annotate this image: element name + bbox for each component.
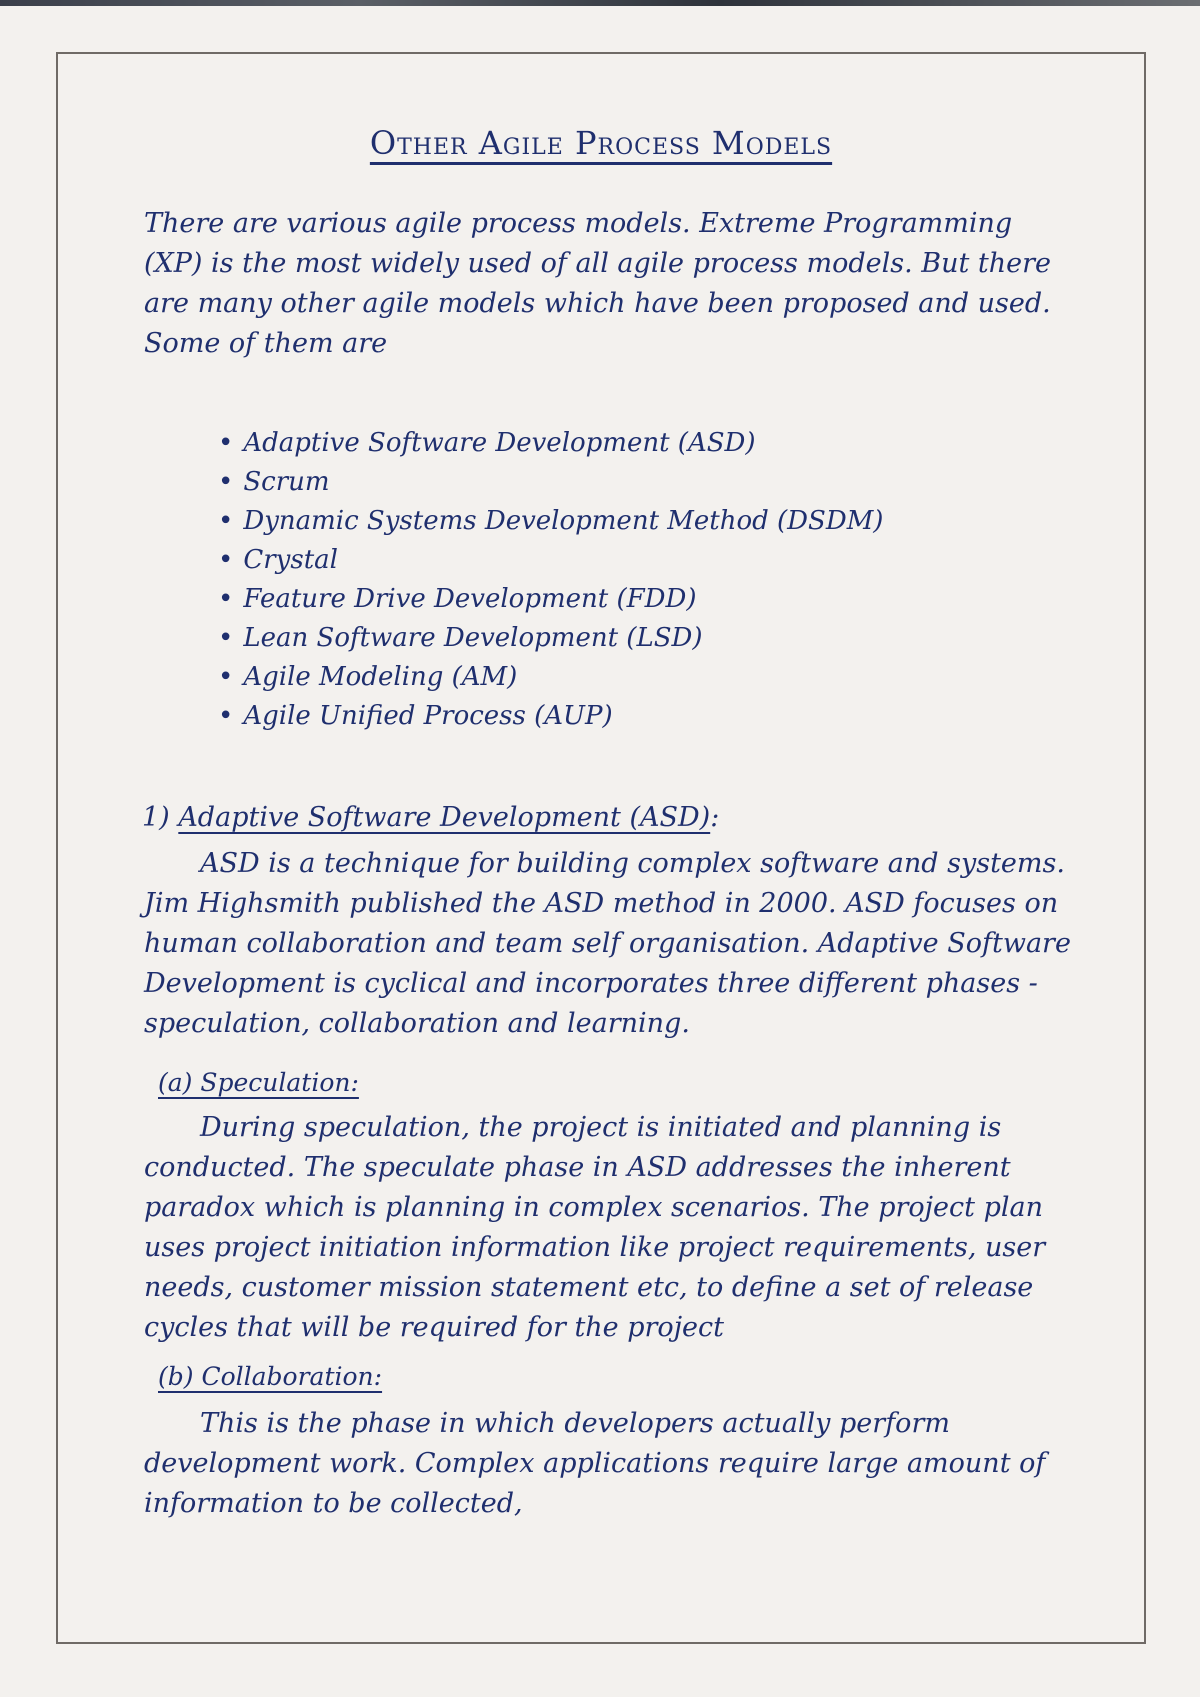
page-title: Other Agile Process Models: [369, 124, 833, 162]
list-item: • Agile Modeling (AM): [218, 658, 1098, 697]
asd-heading-text: Adaptive Software Development (ASD): [178, 802, 711, 833]
list-item: • Feature Drive Development (FDD): [218, 580, 1098, 619]
list-item: • Dynamic Systems Development Method (DSDM): [218, 502, 1098, 541]
models-list: [218, 424, 1098, 736]
list-item: • Adaptive Software Development (ASD): [218, 424, 1098, 463]
speculation-paragraph: During speculation, the project is initiated and planning is conducted. The speculate phase in ASD addresses the inherent paradox which is planning in complex scenarios. The project plan uses project initiation information like project requirements, user needs, customer mission statement etc, to define a set of release cycles that will be required for the project: [144, 1112, 1046, 1343]
intro-paragraph: There are various agile process models. Extreme Programming (XP) is the most widely used of all agile process models. But there are many other agile models which have been proposed and used. Some of them are: [144, 208, 1052, 359]
photo-top-edge: [0, 0, 1200, 6]
list-item: • Lean Software Development (LSD): [218, 619, 1098, 658]
speculation-heading: (a) Speculation:: [158, 1068, 359, 1097]
collaboration-heading: (b) Collaboration:: [158, 1362, 383, 1391]
asd-heading: [142, 798, 719, 838]
list-item: • Crystal: [218, 541, 1098, 580]
asd-number: 1): [142, 802, 170, 833]
asd-heading-colon: :: [710, 802, 720, 833]
asd-paragraph: ASD is a technique for building complex software and systems. Jim Highsmith published the ASD method in 2000. ASD focuses on human collaboration and team self organisation. Adaptive Software Development is cyclical and incorporates three different phases - speculation, collaboration and learning.: [144, 848, 1071, 1039]
collaboration-paragraph: This is the phase in which developers actually perform development work. Complex applications require large amount of information to be collected,: [144, 1408, 1046, 1519]
notebook-page: [56, 52, 1146, 1644]
list-item: • Agile Unified Process (AUP): [218, 697, 1098, 736]
list-item: • Scrum: [218, 463, 1098, 502]
